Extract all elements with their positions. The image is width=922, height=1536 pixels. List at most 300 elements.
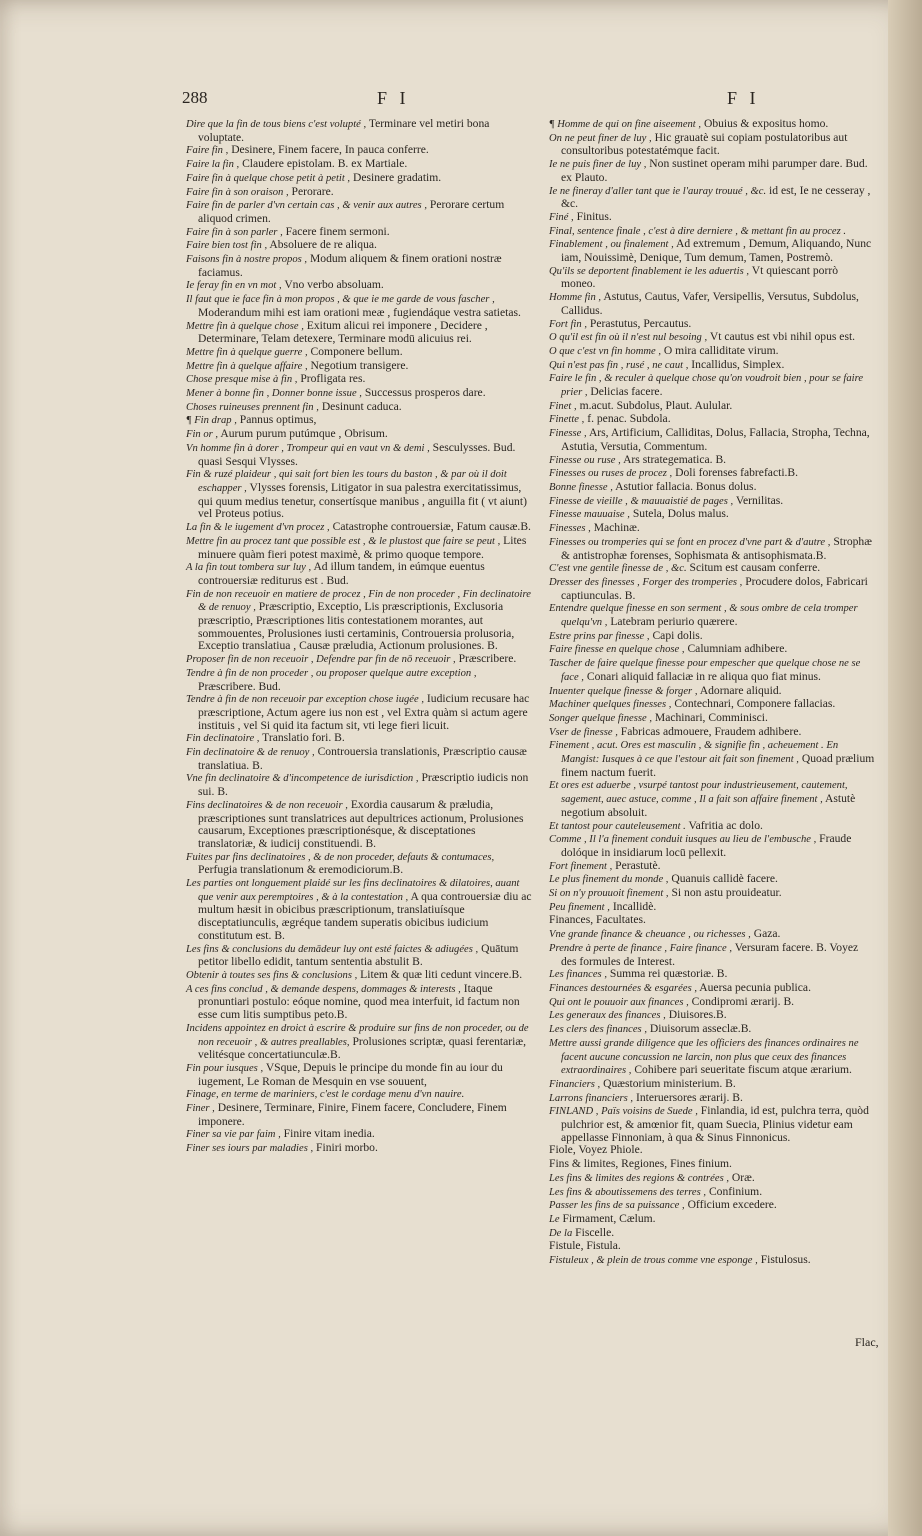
dictionary-entry [549, 968, 875, 982]
dictionary-entry [549, 1240, 875, 1254]
entry-french: Les generaux des finances , [549, 1010, 666, 1022]
entry-latin: Quoad prælium finem nactum fuerit. [561, 752, 875, 779]
entry-french: Faire fin à quelque chose petit à petit , [186, 172, 351, 184]
entry-latin: Iudicium recusare hac præscriptione, Actum agere ius non est , vel Extra quàm si actum agere instituis , vel Si quid ita factum sit, vti lege fieri licuit. [198, 692, 530, 732]
dictionary-entry [186, 226, 532, 240]
entry-latin: Catastrophe controuersiæ, Fatum causæ.B. [332, 520, 531, 534]
dictionary-entry [549, 225, 875, 239]
dictionary-entry [549, 1023, 875, 1037]
entry-french: Fort finement , [549, 860, 613, 872]
dictionary-entry [186, 667, 532, 693]
dictionary-entry [186, 535, 532, 561]
entry-french: Les fins & aboutissemens des terres , [549, 1186, 707, 1198]
dictionary-entry [549, 1158, 875, 1172]
entry-latin: Desinunt caduca. [321, 399, 402, 413]
dictionary-entry [549, 413, 875, 427]
entry-latin: Diuisores.B. [668, 1008, 727, 1022]
entry-latin: Vernilitas. [735, 493, 784, 507]
entry-french: Qui ont le pouuoir aux finances , [549, 996, 689, 1008]
dictionary-entry [186, 1142, 532, 1156]
entry-french: Proposer fin de non receuoir , Defendre par fin de nō receuoir , [186, 654, 456, 666]
entry-latin: Finlandia, id est, pulchra terra, quòd pulchrior est, & amœnior fit, quam Suecia, Plinius videtur eam appellasse Finnoniam, à qua & Sinus Finnonicus. [561, 1104, 869, 1144]
entry-french: Fin declinatoire & de renuoy , [186, 747, 315, 759]
entry-french: Finances destournées & esgarées , [549, 983, 697, 994]
entry-french: O qu'il est fin où il n'est nul besoing , [549, 332, 708, 344]
entry-french: Chose presque mise à fin , [186, 374, 298, 386]
dictionary-entry [186, 1022, 532, 1062]
dictionary-entry [186, 983, 532, 1022]
header-right: F I [727, 88, 760, 108]
entry-french: Entendre quelque finesse en son serment , & sous ombre de cela tromper quelqu'vn , [549, 603, 858, 629]
entry-latin: Ars, Artificium, Calliditas, Dolus, Fallacia, Stropha, Techna, Astutia, Versutia, Commentum. [561, 426, 870, 453]
entry-latin: Scitum est causam conferre. [689, 561, 821, 575]
entry-french: Si on n'y prouuoit finement , [549, 888, 669, 900]
dictionary-entry [549, 238, 875, 264]
entry-french: Finesse de vieille , & mauuaistié de pages , [549, 495, 734, 507]
entry-latin: Firmament, Cælum. [562, 1211, 656, 1225]
entry-latin: Sutela, Dolus malus. [632, 507, 729, 521]
entry-french: Faire bien tost fin , [186, 240, 268, 252]
dictionary-entry [549, 118, 875, 132]
entry-french: Vne grande finance & cheuance , ou richesses , [549, 929, 751, 941]
dictionary-entry [186, 588, 532, 654]
entry-french: Vn homme fin à dorer , Trompeur qui en vaut vn & demi , [186, 442, 430, 454]
entry-french: Faire le fin , & reculer à quelque chose qu'on voudroit bien , pour se faire prier , [549, 373, 864, 399]
dictionary-entry [549, 602, 875, 629]
entry-latin: Fiscelle. [575, 1225, 615, 1239]
entry-french: Mettre fin au procez tant que possible est , & le plustost que faire se peut , [186, 535, 501, 547]
dictionary-entry [549, 873, 875, 887]
dictionary-entry [549, 1105, 875, 1144]
entry-latin: Confinium. [708, 1184, 763, 1198]
entry-french: Machiner quelques finesses , [549, 699, 672, 711]
dictionary-entry [186, 239, 532, 253]
entry-french: Obtenir à toutes ses fins & conclusions , [186, 970, 358, 981]
dictionary-entry [549, 318, 875, 332]
dictionary-entry [186, 387, 532, 401]
entry-french: Finage, en terme de mariniers, c'est le cordage menu d'vn nauire. [186, 1089, 465, 1101]
dictionary-entry [186, 186, 532, 200]
entry-latin: Perastutus, Percautus. [589, 316, 692, 330]
dictionary-entry [549, 982, 875, 996]
entry-french: Finé , [549, 211, 574, 223]
entry-latin: Finire vitam inedia. [283, 1127, 375, 1141]
dictionary-entry [186, 1062, 532, 1088]
entry-latin: id est, Ie ne cesseray , &c. [561, 183, 871, 211]
entry-latin: Conari aliquid fallaciæ in re aliqua quo fiat minus. [586, 669, 821, 683]
dictionary-entry [186, 279, 532, 293]
entry-latin: Cohibere pari seueritate fiscum atque ærarium. [634, 1063, 852, 1077]
entry-french: Finesse mauuaise , [549, 509, 630, 521]
entry-latin: f. penac. Subdola. [587, 412, 671, 426]
entry-latin: Machinæ. [593, 521, 640, 535]
dictionary-entry [549, 291, 875, 317]
entry-french: Et ores est aduerbe , vsurpé tantost pour industrieusement, cautement, sagement, auec astuce, comme , Il a fait son affaire finement , [549, 780, 848, 806]
dictionary-entry [186, 253, 532, 279]
entry-latin: Gaza. [753, 927, 781, 941]
entry-latin: Sesculysses. Bud. quasi Sesqui Vlysses. [198, 440, 516, 468]
entry-french: Tascher de faire quelque finesse pour empescher que quelque chose ne se face , [549, 658, 861, 683]
entry-latin: Non sustinet operam mihi parumper dare. Bud. ex Plauto. [561, 157, 868, 184]
right-column [549, 118, 875, 1268]
dictionary-entry [549, 372, 875, 399]
dictionary-entry [549, 467, 875, 481]
entry-latin: Capi dolis. [652, 628, 703, 642]
entry-latin: Lites minuere quàm fieri potest maximè, & primo quoque tempore. [198, 533, 527, 561]
entry-latin: A qua controuersiæ diu ac multum hæsit in obicibus præscriptionum, translatiuísque disceptatiunculis, ægréque tandem superatis obicibus iudicium constitutum est. B. [198, 889, 532, 942]
dictionary-entry [186, 653, 532, 667]
entry-latin: Vno verbo absoluam. [284, 278, 384, 292]
dictionary-entry [186, 877, 532, 943]
entry-french: Il faut que ie face fin à mon propos , & que ie me garde de vous fascher , [186, 294, 495, 306]
entry-latin: Exitum alicui rei imponere , Decidere , Determinare, Telam detexere, Terminare modū alicuius rei. [198, 318, 488, 346]
entry-latin: Itaque pronuntiari postulo: eóque nomine, quod mea interfuit, id factum non esse cum litis sumptibus peto.B. [198, 981, 520, 1022]
dictionary-entry [186, 746, 532, 772]
entry-latin: Ad illum tandem, in eúmque euentus controuersiæ rediturus est . Bud. [198, 560, 485, 587]
entry-latin: Negotium transigere. [310, 358, 409, 372]
dictionary-entry [186, 772, 532, 798]
dictionary-entry [186, 373, 532, 387]
dictionary-entry [549, 132, 875, 158]
entry-french: Finer , [186, 1103, 215, 1115]
entry-latin: VSque, Depuis le principe du monde fin au iour du iugement, Le Roman de Mesquin en vse souuent, [198, 1060, 503, 1088]
entry-latin: Modum aliquem & finem orationi nostræ faciamus. [198, 252, 502, 279]
entry-latin: Vt quiescant porrò moneo. [561, 263, 838, 291]
entry-latin: Translatio fori. B. [262, 731, 345, 745]
entry-latin: Latebram periurio quærere. [610, 615, 738, 629]
dictionary-entry [549, 643, 875, 657]
entry-french: Faire fin , [186, 145, 229, 157]
entry-french: Finer ses iours par maladies , [186, 1143, 314, 1155]
entry-french: Faisons fin à nostre propos , [186, 254, 308, 266]
entry-french: Dire que la fin de tous biens c'est volupté , [186, 119, 367, 130]
dictionary-entry [549, 265, 875, 291]
dictionary-entry [549, 536, 875, 562]
dictionary-entry [186, 943, 532, 969]
entry-latin: Successus prosperos dare. [364, 386, 486, 400]
entry-french: Faire fin à son parler , [186, 226, 283, 238]
entry-latin: Ad extremum , Demum, Aliquando, Nunc iam, Nouissimè, Denique, Tum demum, Tamen, Postremò. [561, 237, 872, 265]
entry-latin: Astutior fallacia. Bonus dolus. [615, 479, 757, 493]
dictionary-entry [549, 331, 875, 345]
entry-latin: Fins & limites, Regiones, Fines finium. [549, 1157, 732, 1171]
entry-french: Finesse ou ruse , [549, 454, 621, 466]
dictionary-entry [186, 414, 532, 428]
entry-french: Ie ne puis finer de luy , [549, 159, 647, 171]
entry-latin: Hic grauatè sui copiam postulatoribus aut consultoribus potestatémque facit. [561, 130, 848, 158]
entry-latin: Oræ. [731, 1170, 755, 1184]
entry-french: C'est vne gentile finesse de , &c. [549, 563, 687, 575]
entry-french: Les parties ont longuement plaidé sur les fins declinatoires & dilatoires, auant que venir aux peremptoires , & à la contestation , [186, 878, 520, 903]
dictionary-entry [549, 942, 875, 968]
entry-french: Mettre fin à quelque guerre , [186, 346, 308, 358]
dictionary-entry [549, 508, 875, 522]
entry-french: Estre prins par finesse , [549, 630, 650, 642]
entry-french: Larrons financiers , [549, 1092, 634, 1104]
dictionary-entry [549, 454, 875, 468]
dictionary-entry [549, 185, 875, 211]
entry-french: Bonne finesse , [549, 481, 613, 493]
dictionary-entry [186, 969, 532, 983]
entry-french: Les fins & limites des regions & contrées , [549, 1172, 729, 1184]
dictionary-entry [549, 345, 875, 359]
entry-french: Passer les fins de sa puissance , [549, 1200, 685, 1212]
entry-french: A la fin tout tombera sur luy , [186, 562, 312, 574]
entry-french: Le [549, 1213, 560, 1225]
dictionary-entry [549, 158, 875, 184]
header-left: F I [377, 88, 410, 108]
entry-french: Finesse , [549, 428, 587, 440]
entry-french: A ces fins conclud , & demande despens, dommages & interests , [186, 983, 461, 995]
entry-french: Finesses , [549, 523, 591, 535]
dictionary-entry [549, 1254, 875, 1268]
dictionary-entry [186, 199, 532, 225]
dictionary-entry [549, 427, 875, 453]
entry-french: Ie feray fin en vn mot , [186, 280, 282, 292]
entry-french: ¶ Homme de qui on fine aiseement , [549, 119, 702, 130]
entry-latin: Terminare vel metiri bona voluptate. [198, 117, 490, 144]
entry-french: Fuites par fins declinatoires , & de non proceder, defauts & contumaces, [186, 851, 495, 863]
entry-latin: Interuersores ærarij. B. [635, 1090, 743, 1104]
entry-french: Finer sa vie par faim , [186, 1129, 281, 1141]
entry-latin: Finiri morbo. [316, 1141, 378, 1155]
dictionary-entry [549, 400, 875, 414]
entry-latin: Astutus, Cautus, Vafer, Versipellis, Versutus, Subdolus, Callidus. [561, 290, 859, 317]
dictionary-entry [549, 685, 875, 699]
entry-latin: Obuius & expositus homo. [703, 117, 829, 130]
dictionary-entry [549, 739, 875, 779]
dictionary-entry [549, 860, 875, 874]
dictionary-entry [549, 522, 875, 536]
entry-latin: Doli forenses fabrefacti.B. [675, 466, 799, 480]
entry-french: Fin or , [186, 429, 219, 441]
entry-french: On ne peut finer de luy , [549, 132, 652, 144]
entry-latin: Finitus. [576, 209, 612, 223]
entry-french: Tendre à fin de non receuoir par exception chose iugée , [186, 694, 425, 706]
dictionary-entry [549, 726, 875, 740]
entry-latin: Incallidè. [612, 899, 657, 913]
dictionary-entry [549, 481, 875, 495]
running-header [182, 88, 862, 114]
entry-french: Finet , [549, 400, 577, 412]
dictionary-entry [549, 1227, 875, 1241]
entry-latin: Profligata res. [300, 372, 366, 386]
entry-latin: Vt cautus est vbi nihil opus est. [709, 330, 856, 344]
dictionary-entry [549, 833, 875, 859]
entry-latin: Componere bellum. [310, 344, 403, 358]
entry-latin: Auersa pecunia publica. [699, 981, 811, 994]
entry-latin: Delicias facere. [590, 385, 663, 399]
entry-latin: Aurum purum putúmque , Obrisum. [220, 427, 388, 441]
entry-latin: Adornare aliquid. [699, 683, 782, 697]
entry-latin: Præscriptio iudicis non sui. B. [198, 771, 529, 799]
entry-latin: Strophæ & antistrophæ forenses, Sophismata & antisophismata.B. [561, 534, 872, 562]
entry-latin: m.acut. Subdolus, Plaut. Aulular. [579, 398, 733, 412]
dictionary-entry [186, 293, 532, 319]
entry-french: Peu finement , [549, 901, 610, 913]
dictionary-entry [549, 698, 875, 712]
entry-french: Ie ne fineray d'aller tant que ie l'auray trouué , &c. [549, 185, 767, 197]
entry-french: Inuenter quelque finesse & forger , [549, 685, 698, 697]
dictionary-entry [186, 851, 532, 877]
dictionary-entry [549, 901, 875, 915]
entry-latin: Finances, Facultates. [549, 913, 646, 927]
entry-latin: Desinere, Terminare, Finire, Finem facere, Concludere, Finem imponere. [198, 1101, 507, 1128]
dictionary-entry [549, 1037, 875, 1078]
entry-french: Finement , acut. Ores est masculin , & signifie fin , acheuement . En Mangist: Iusques à ce que l'estour ait fait son finement , [549, 740, 839, 766]
entry-french: Finette , [549, 414, 585, 426]
entry-latin: Pannus optimus, [239, 413, 317, 427]
entry-latin: Fabricas admouere, Fraudem adhibere. [620, 724, 802, 738]
entry-latin: Fiole, Voyez Phiole. [549, 1143, 643, 1157]
entry-latin: Litem & quæ liti cedunt vincere.B. [360, 968, 523, 981]
entry-latin: Fistulosus. [760, 1253, 811, 1267]
dictionary-entry [549, 211, 875, 225]
dictionary-entry [186, 799, 532, 851]
entry-latin: Prolusiones scriptæ, quasi ferentariæ, velitésque concertatiunculæ.B. [198, 1034, 526, 1062]
dictionary-entry [549, 495, 875, 509]
dictionary-entry [549, 928, 875, 942]
entry-latin: Si non astu prouideatur. [671, 886, 782, 900]
dictionary-entry [549, 1144, 875, 1158]
dictionary-entry [549, 712, 875, 726]
entry-french: Vser de finesse , [549, 726, 618, 738]
entry-latin: Quātum petitor libello edidit, tantum sententia abstulit B. [198, 941, 519, 969]
entry-latin: Absoluere de re aliqua. [269, 238, 377, 252]
dictionary-entry [186, 346, 532, 360]
entry-french: Et tantost pour cauteleusement . [549, 820, 686, 832]
dictionary-entry [549, 1213, 875, 1227]
entry-french: Mettre fin à quelque chose , [186, 320, 304, 332]
entry-french: La fin & le iugement d'vn procez , [186, 522, 330, 534]
entry-french: De la [549, 1227, 573, 1239]
dictionary-entry [186, 1088, 532, 1102]
dictionary-entry [549, 996, 875, 1010]
entry-french: Vne fin declinatoire & d'incompetence de iurisdiction , [186, 773, 419, 785]
entry-latin: Quanuis callidè facere. [671, 872, 778, 886]
entry-latin: Claudere epistolam. B. ex Martiale. [242, 157, 408, 171]
entry-french: Mener à bonne fin , Donner bonne issue , [186, 388, 362, 400]
dictionary-entry [186, 1102, 532, 1128]
entry-latin: Versuram facere. B. Voyez des formules de Interest. [561, 940, 859, 968]
entry-latin: Desinere, Finem facere, In pauca conferre. [231, 143, 429, 157]
entry-french: Fin pour iusques , [186, 1062, 264, 1074]
dictionary-entry [549, 1172, 875, 1186]
entry-french: Mettre aussi grande diligence que les officiers des finances ordinaires ne facent aucune concussion ne larcin, non plus que ceux des finances extraordinaires , [549, 1037, 859, 1077]
entry-latin: Præscribere. [458, 652, 517, 666]
entry-french: Finesses ou tromperies qui se font en procez d'vne part & d'autre , [549, 536, 831, 548]
entry-french: Faire fin de parler d'vn certain cas , & venir aux autres , [186, 200, 427, 212]
entry-latin: Vafritia ac dolo. [688, 818, 763, 832]
dictionary-entry [186, 521, 532, 535]
entry-latin: Fistule, Fistula. [549, 1239, 621, 1253]
dictionary-entry [186, 158, 532, 172]
entry-french: Faire fin à son oraison , [186, 186, 289, 198]
entry-french: Songer quelque finesse , [549, 712, 652, 724]
entry-latin: Summa rei quæstoriæ. B. [609, 967, 728, 981]
left-column [186, 118, 532, 1156]
dictionary-entry [549, 914, 875, 928]
entry-french: Faire la fin , [186, 159, 240, 171]
entry-french: Fin de non receuoir en matiere de procez , Fin de non proceder , Fin declinatoire & de renuoy , [186, 588, 531, 614]
entry-french: Qui n'est pas fin , rusé , ne caut , [549, 359, 689, 371]
catchword: Flac, [855, 1335, 879, 1349]
entry-french: Les clers des finances , [549, 1024, 647, 1036]
entry-latin: Moderandum mihi est iam orationi meæ , fugiendáque vestra satietas. [198, 305, 521, 319]
dictionary-entry [549, 779, 875, 819]
entry-latin: Perfugia translationum & eremodiciorum.B. [198, 863, 404, 877]
entry-latin: Exordia causarum & præludia, præscriptiones sunt translatrices aut depultrices actionum, Prolusiones causarum, Exceptiones præscriptionésque, & disceptationes translatoriæ, & iudicij constituendi. B. [198, 797, 524, 850]
dictionary-entry [186, 1128, 532, 1142]
entry-french: Dresser des finesses , Forger des tromperies , [549, 576, 743, 588]
dictionary-entry [186, 401, 532, 415]
entry-latin: Perastutè. [615, 858, 661, 872]
dictionary-entry [549, 820, 875, 834]
dictionary-entry [186, 320, 532, 346]
entry-french: Prendre à perte de finance , Faire finance , [549, 942, 732, 954]
entry-french: Choses ruineuses prennent fin , [186, 401, 319, 413]
entry-latin: Facere finem sermoni. [285, 224, 390, 238]
dictionary-entry [549, 576, 875, 602]
dictionary-entry [549, 359, 875, 373]
entry-french: Financiers , [549, 1078, 601, 1090]
entry-latin: Præscribere. Bud. [198, 679, 281, 693]
entry-french: Mettre fin à quelque affaire , [186, 360, 308, 372]
entry-french: Les fins & conclusions du demādeur luy ont esté faictes & adiugées , [186, 943, 479, 955]
entry-latin: Calumniam adhibere. [687, 642, 788, 656]
dictionary-entry [186, 118, 532, 144]
entry-french: Homme fin , [549, 292, 602, 304]
page-edge [888, 0, 922, 1536]
entry-french: Fistuleux , & plein de trous comme vne esponge , [549, 1255, 758, 1267]
entry-french: Fin declinatoire , [186, 733, 260, 745]
entry-latin: Controuersia translationis, Præscriptio causæ translatiua. B. [198, 745, 527, 772]
entry-french: Finesses ou ruses de procez , [549, 468, 673, 480]
entry-latin: Perorare. [291, 184, 334, 198]
entry-latin: Procudere dolos, Fabricari captiunculas. B. [561, 574, 868, 602]
entry-french: Finablement , ou finalement , [549, 239, 674, 251]
entry-french: Fins declinatoires & de non receuoir , [186, 799, 348, 811]
page-number: 288 [182, 88, 208, 107]
dictionary-entry [549, 562, 875, 576]
entry-latin: Contechnari, Componere fallacias. [674, 697, 836, 711]
entry-french: Fort fin , [549, 318, 587, 330]
dictionary-entry [186, 144, 532, 158]
entry-french: Le plus finement du monde , [549, 874, 669, 886]
entry-latin: Fraude dolóque in insidiarum locū pellexit. [561, 832, 852, 859]
dictionary-entry [549, 1078, 875, 1092]
dictionary-entry [549, 657, 875, 684]
dictionary-entry [549, 1009, 875, 1023]
entry-latin: Quæstorium ministerium. B. [603, 1076, 736, 1090]
entry-french: FINLAND , Païs voisins de Suede , [549, 1106, 698, 1118]
entry-latin: Officium excedere. [687, 1198, 777, 1212]
entry-french: Comme , Il l'a finement conduit iusques au lieu de l'embusche , [549, 834, 817, 846]
entry-latin: Diuisorum asseclæ.B. [649, 1022, 752, 1036]
entry-latin: Incallidus, Simplex. [691, 357, 785, 371]
dictionary-entry [186, 693, 532, 732]
dictionary-entry [186, 468, 532, 521]
entry-latin: Præscriptio, Exceptio, Lis præscriptionis, Exclusoria præscriptio, Præscriptiones litis contestationem morantes, aut sommouentes, Prolusiones iusti certaminis, Controuersia prolusoria, Exceptio translatiua , Causæ præludia, Actionum prolusiones. B. [198, 600, 515, 653]
entry-latin: Machinari, Comminisci. [654, 710, 768, 724]
dictionary-entry [549, 630, 875, 644]
dictionary-entry [186, 442, 532, 468]
dictionary-entry [186, 732, 532, 746]
entry-french: Final, sentence finale , c'est à dire derniere , & mettant fin au procez . [549, 225, 847, 237]
entry-latin: Astutè negotium absoluit. [561, 792, 856, 819]
dictionary-entry [549, 1092, 875, 1106]
dictionary-entry [549, 1186, 875, 1200]
